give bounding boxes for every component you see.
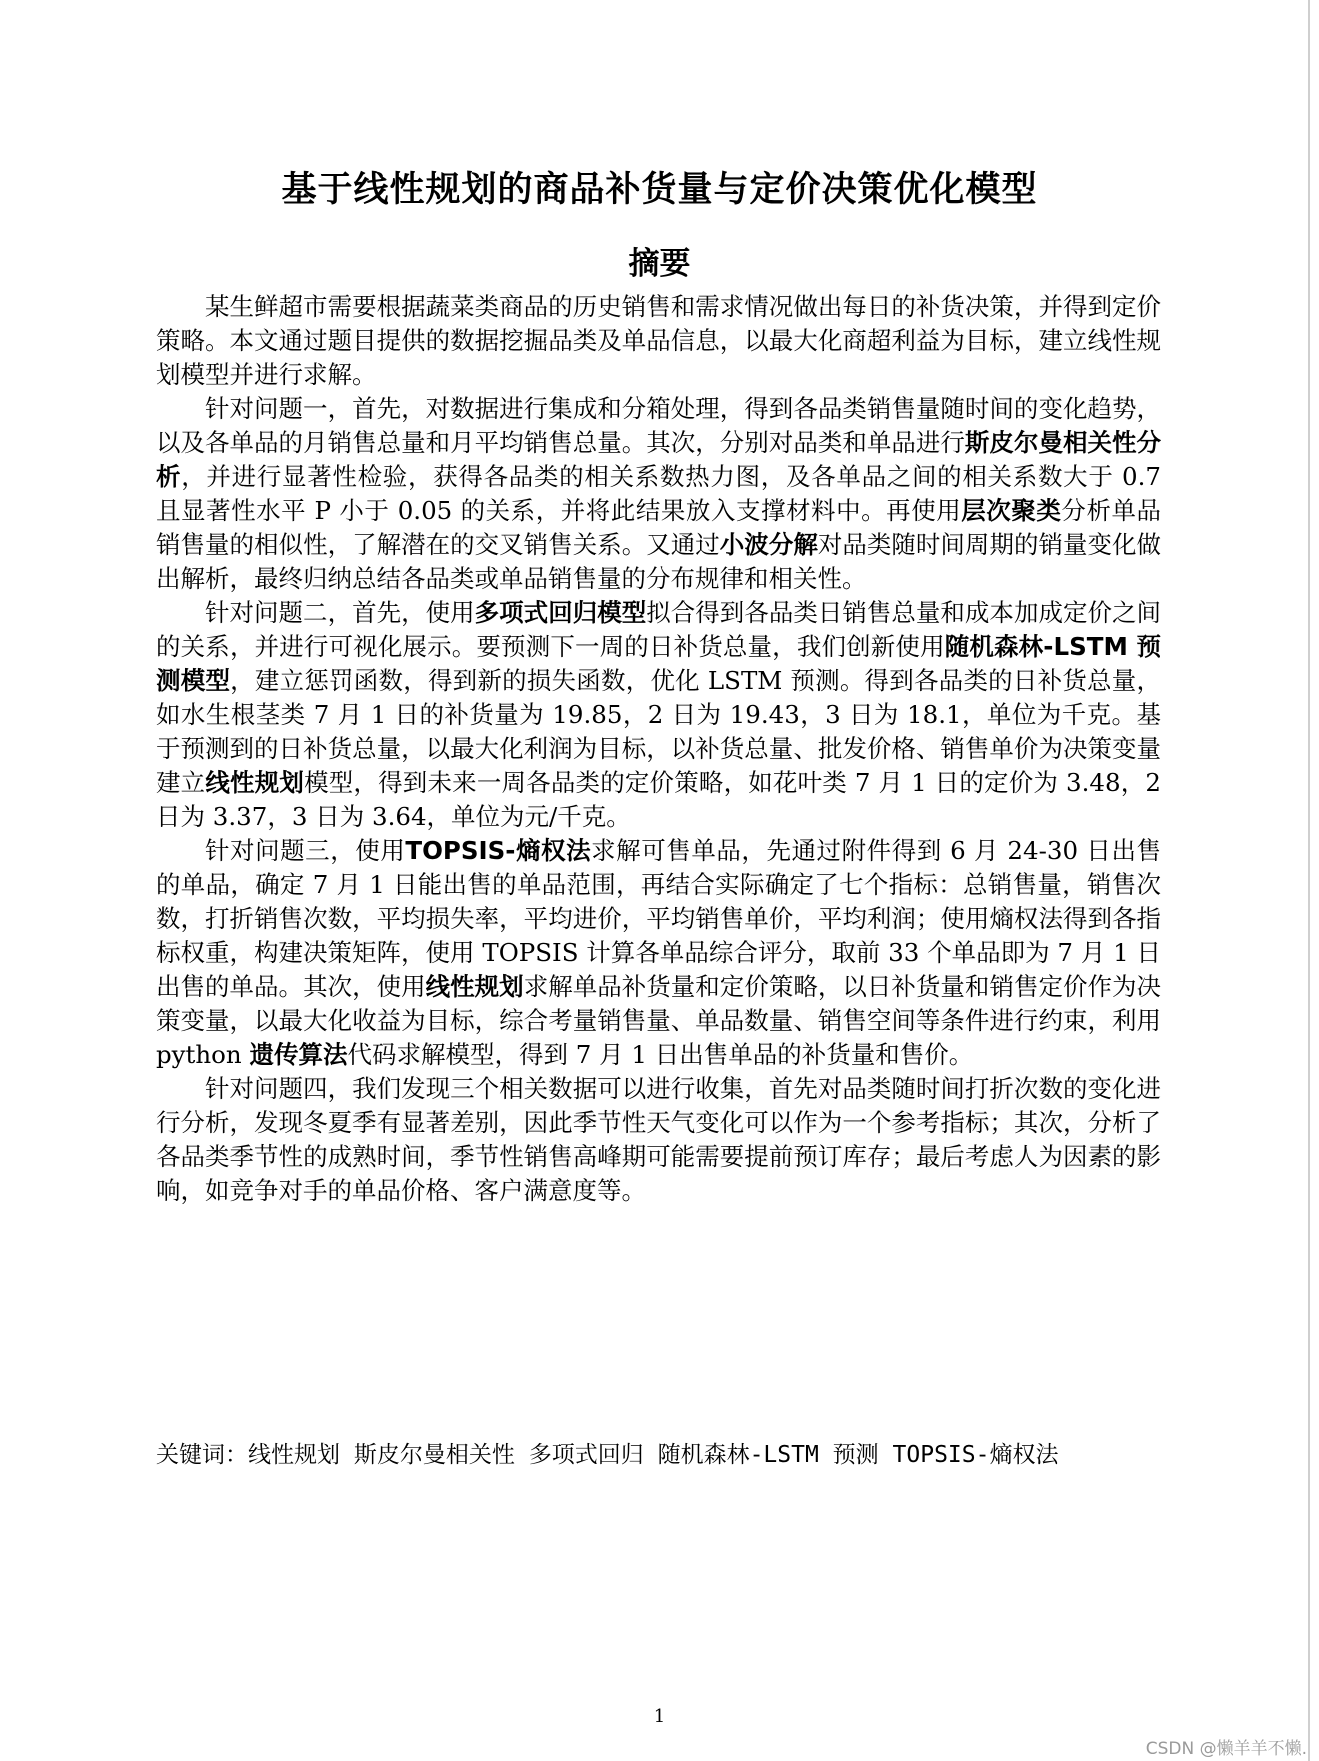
paragraph-text: 针对问题四，我们发现三个相关数据可以进行收集，首先对品类随时间打折次数的变化进行分析，发现冬夏季有显著差别，因此季节性天气变化可以作为一个参考指标；其次，分析了各品类季节性的成熟时间，季节性销售高峰期可能需要提前预订库存；最后考虑人为因素的影响，如竞争对手的单品价格、客户满意度等。: [156, 1074, 1161, 1205]
keyword: 随机森林-LSTM 预测: [657, 1442, 879, 1468]
abstract-paragraph: [156, 596, 1161, 834]
abstract-paragraph: [156, 834, 1161, 1072]
paragraph-text: 分析单品销售量的相似性，了解潜在的交叉销售关系。又通过: [156, 496, 1162, 559]
keyword: TOPSIS-熵权法: [892, 1442, 1059, 1468]
abstract-body: [156, 290, 1161, 1208]
paragraph-text: 针对问题三，使用: [205, 836, 406, 865]
emphasis-term: 斯皮尔曼相关性分析: [156, 428, 1162, 491]
keywords: [156, 1436, 1161, 1469]
paper-title: 基于线性规划的商品补货量与定价决策优化模型: [281, 170, 1038, 210]
emphasis-term: 小波分解: [719, 530, 818, 559]
keyword: 斯皮尔曼相关性: [353, 1442, 515, 1468]
abstract-paragraph: [156, 1072, 1161, 1208]
paragraph-text: 代码求解模型，得到 7 月 1 日出售单品的补货量和售价。: [347, 1040, 974, 1069]
keywords-label: 关键词：: [156, 1442, 248, 1468]
emphasis-term: 遗传算法: [249, 1040, 348, 1069]
paragraph-text: 模型，得到未来一周各品类的定价策略，如花叶类 7 月 1 日的定价为 3.48，2 日为 3.37，3 日为 3.64，单位为元/千克。: [156, 768, 1162, 831]
paragraph-text: ，建立惩罚函数，得到新的损失函数，优化 LSTM 预测。得到各品类的日补货总量，如水生根茎类 7 月 1 日的补货量为 19.85，2 日为 19.43，3 日为 18.1，单位为千克。基于预测到的日补货总量，以最大化利润为目标，以补货总量、批发价格、销售单价为决策变量建立: [156, 666, 1161, 797]
keyword: 线性规划: [248, 1442, 340, 1468]
paragraph-text: 拟合得到各品类日销售总量和成本加成定价之间的关系，并进行可视化展示。要预测下一周的日补货总量，我们创新使用: [156, 598, 1162, 661]
paragraph-text: 某生鲜超市需要根据蔬菜类商品的历史销售和需求情况做出每日的补货决策，并得到定价策略。本文通过题目提供的数据挖掘品类及单品信息，以最大化商超利益为目标，建立线性规划模型并进行求解。: [156, 292, 1161, 389]
csdn-watermark: CSDN @懒羊羊不懒.: [1145, 1739, 1307, 1759]
abstract-heading: 摘要: [628, 246, 691, 282]
keyword: 多项式回归: [528, 1442, 644, 1468]
emphasis-term: 多项式回归模型: [474, 598, 647, 627]
paragraph-text: 针对问题一，首先，对数据进行集成和分箱处理，得到各品类销售量随时间的变化趋势，以及各单品的月销售总量和月平均销售总量。其次，分别对品类和单品进行: [156, 394, 1161, 457]
emphasis-term: TOPSIS-熵权法: [405, 836, 592, 865]
paragraph-text: 对品类随时间周期的销量变化做出解析，最终归纳总结各品类或单品销售量的分布规律和相关性。: [156, 530, 1162, 593]
abstract-paragraph: [156, 290, 1161, 392]
paragraph-text: 针对问题二，首先，使用: [205, 598, 475, 627]
paragraph-text: 求解单品补货量和定价策略，以日补货量和销售定价作为决策变量，以最大化收益为目标，综合考量销售量、单品数量、销售空间等条件进行约束，利用 python: [156, 972, 1162, 1069]
paragraph-text: 求解可售单品，先通过附件得到 6 月 24-30 日出售的单品，确定 7 月 1 日能出售的单品范围，再结合实际确定了七个指标：总销售量，销售次数，打折销售次数，平均损失率，平均进价，平均销售单价，平均利润；使用熵权法得到各指标权重，构建决策矩阵，使用 TOPSIS 计算各单品综合评分，取前 33 个单品即为 7 月 1 日出售的单品。其次，使用: [156, 836, 1161, 1001]
page-number: 1: [653, 1706, 666, 1727]
emphasis-term: 随机森林-LSTM 预测模型: [156, 632, 1162, 695]
abstract-paragraph: [156, 392, 1161, 596]
paragraph-text: ，并进行显著性检验，获得各品类的相关系数热力图，及各单品之间的相关系数大于 0.7 且显著性水平 P 小于 0.05 的关系，并将此结果放入支撑材料中。再使用: [156, 462, 1162, 525]
emphasis-term: 层次聚类: [961, 496, 1062, 525]
emphasis-term: 线性规划: [425, 972, 524, 1001]
emphasis-term: 线性规划: [205, 768, 305, 797]
